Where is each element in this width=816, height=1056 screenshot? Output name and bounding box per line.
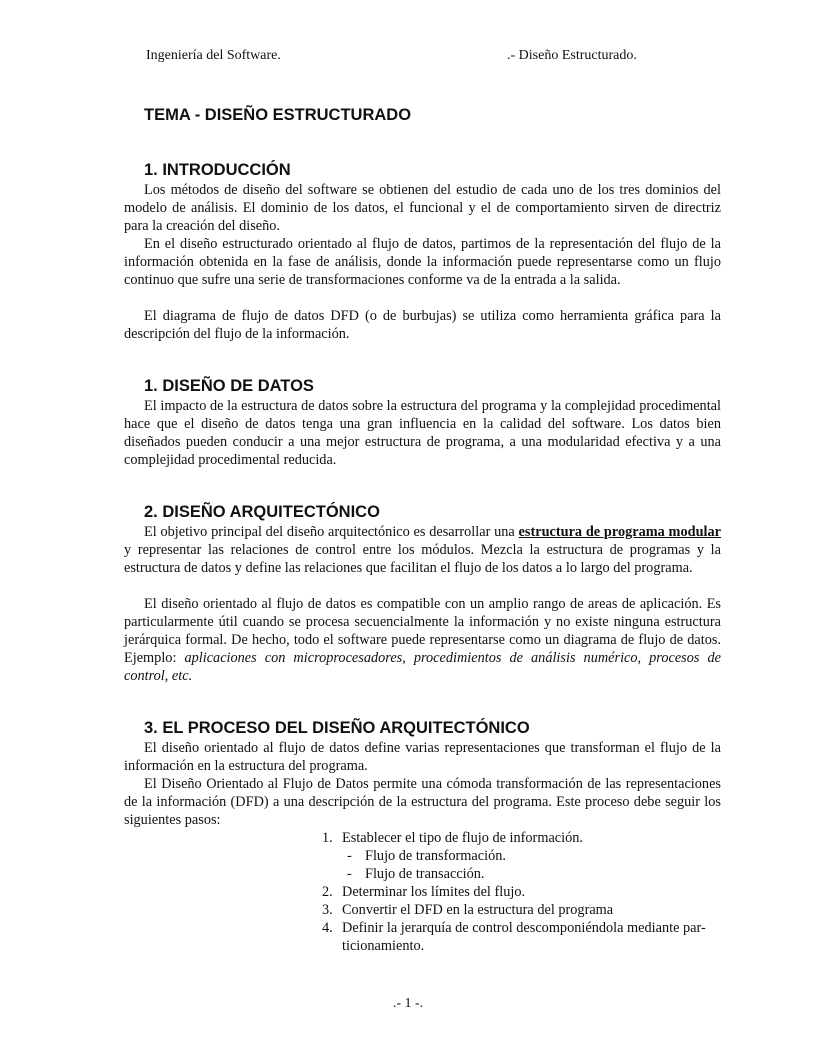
paragraph: El diseño orientado al flujo de datos define varias representaciones que transforman el flujo de la información en la estructura del programa. — [124, 740, 721, 774]
paragraph: El diseño orientado al flujo de datos es compatible con un amplio rango de areas de aplicación. Es particularmente útil cuando se procesa secuencialmente la información y no existe ninguna estructura jerárquica formal. De hecho, todo el software puede representarse como un diagrama de flujo de datos. Ejemplo: aplicaciones con microprocesadores, procedimientos de análisis numérico, procesos de control, etc. — [124, 596, 721, 684]
underlined-term: estructura de programa modular — [518, 524, 721, 540]
italic-examples: aplicaciones con microprocesadores, procedimientos de análisis numérico, procesos de control, etc. — [124, 650, 721, 684]
sub-list-item: - Flujo de transformación. — [347, 848, 506, 864]
header-right: .- Diseño Estructurado. — [507, 48, 637, 63]
paragraph: Los métodos de diseño del software se obtienen del estudio de cada uno de los tres dominios del modelo de análisis. El dominio de los datos, el funcional y el de comportamiento sirven de directriz para la creación del diseño. — [124, 182, 721, 234]
paragraph: El diagrama de flujo de datos DFD (o de burbujas) se utiliza como herramienta gráfica para la descripción del flujo de la información. — [124, 308, 721, 342]
document-title: TEMA - DISEÑO ESTRUCTURADO — [144, 106, 412, 124]
sub-list-item: - Flujo de transacción. — [347, 866, 485, 882]
heading-proceso-arquitectonico: 3. EL PROCESO DEL DISEÑO ARQUITECTÓNICO — [144, 719, 530, 737]
heading-introduccion: 1. INTRODUCCIÓN — [144, 161, 291, 179]
heading-diseno-arquitectonico: 2. DISEÑO ARQUITECTÓNICO — [144, 503, 380, 521]
list-item: 4. Definir la jerarquía de control descomponiéndola mediante par- — [322, 920, 706, 936]
page-number: .- 1 -. — [392, 996, 424, 1011]
list-item: 1. Establecer el tipo de flujo de información. — [322, 830, 583, 846]
header-left: Ingeniería del Software. — [146, 48, 281, 63]
paragraph: El impacto de la estructura de datos sobre la estructura del programa y la complejidad procedimental hace que el diseño de datos tenga una gran influencia en la calidad del software. Los datos bien diseñados pueden conducir a una mejor estructura de programa, a una modularidad efectiva y a una complejidad procedimental reducida. — [124, 398, 721, 468]
list-item: 2. Determinar los límites del flujo. — [322, 884, 526, 900]
document-body — [124, 105, 721, 955]
heading-diseno-datos: 1. DISEÑO DE DATOS — [144, 377, 314, 395]
list-item-continuation: ticionamiento. — [342, 938, 425, 954]
paragraph: El Diseño Orientado al Flujo de Datos permite una cómoda transformación de las representaciones de la información (DFD) a una descripción de la estructura del programa. Este proceso debe seguir los siguientes pasos: — [124, 776, 721, 828]
list-item: 3. Convertir el DFD en la estructura del programa — [322, 902, 614, 918]
paragraph: El objetivo principal del diseño arquitectónico es desarrollar una estructura de programa modular y representar las relaciones de control entre los módulos. Mezcla la estructura de programas y la estructura de datos y define las relaciones que facilitan el flujo de los datos a lo largo del programa. — [124, 524, 721, 576]
steps-list — [124, 829, 721, 955]
paragraph: En el diseño estructurado orientado al flujo de datos, partimos de la representación del flujo de la información obtenida en la fase de análisis, donde la información puede representarse como un flujo continuo que sufre una serie de transformaciones conforme va de la entrada a la salida. — [124, 236, 721, 288]
